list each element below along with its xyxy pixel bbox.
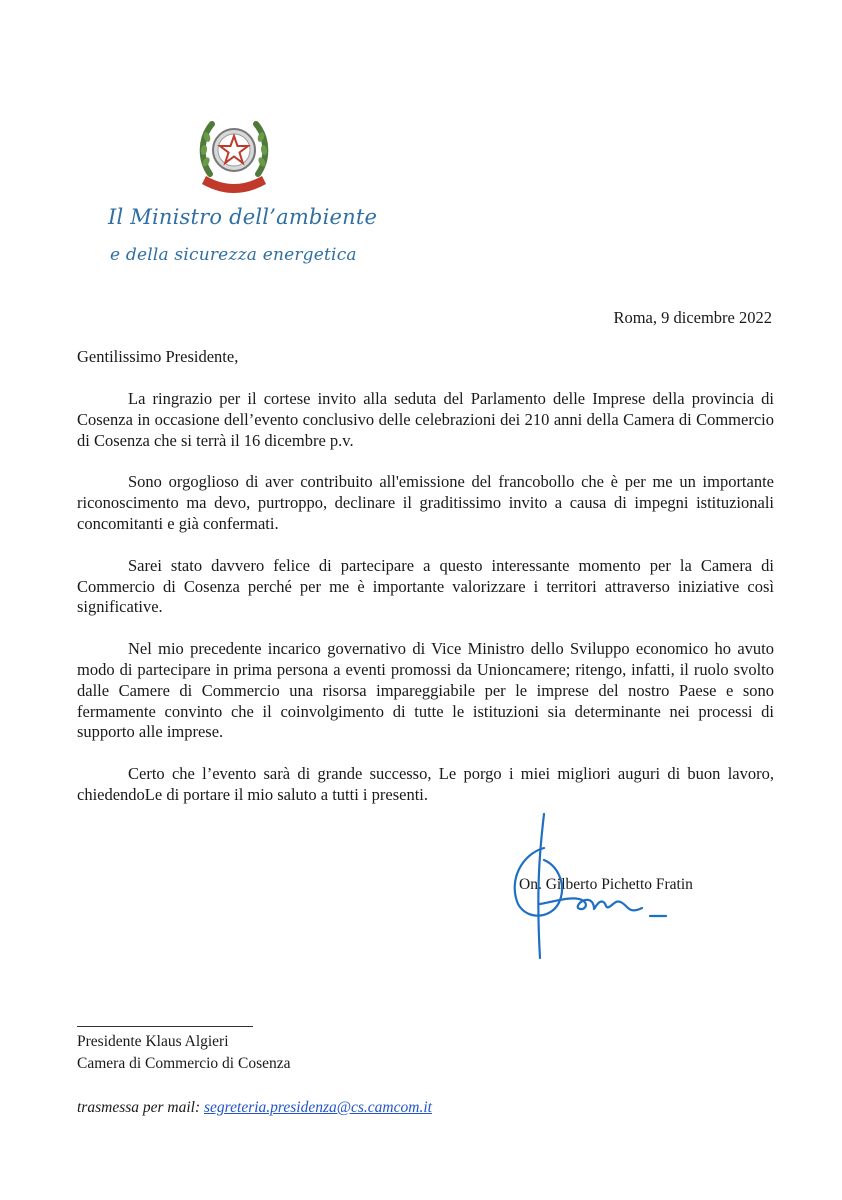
recipient-divider [77,1026,253,1027]
paragraph: Sono orgoglioso di aver contribuito all'emissione del francobollo che è per me un importante riconoscimento ma devo, purtroppo, declinare il graditissimo invito a causa di impegni istituzionali concomitanti e già confermati. [77,472,774,533]
paragraph: Certo che l’evento sarà di grande successo, Le porgo i miei migliori auguri di buon lavoro, chiedendoLe di portare il mio saluto a tutti i presenti. [77,764,774,804]
ministry-line-1: Il Ministro dell’ambiente [108,205,378,229]
ministry-heading [108,198,377,274]
letter-date: Roma, 9 dicembre 2022 [613,308,772,327]
recipient-name: Presidente Klaus Algieri [77,1033,229,1050]
paragraph: Sarei stato davvero felice di partecipare a questo interessante momento per la Camera di Commercio di Cosenza perché per me è importante valorizzare i territori attraverso iniziative così significative. [77,555,774,617]
recipient-block [77,1031,291,1074]
letter-body [77,389,774,827]
transmission-line [77,1099,432,1117]
email-link[interactable]: segreteria.presidenza@cs.camcom.it [204,1099,432,1116]
transmission-label: trasmessa per mail: [77,1099,201,1116]
handwritten-signature-icon [500,808,700,968]
paragraph: Nel mio precedente incarico governativo di Vice Ministro dello Sviluppo economico ho avuto modo di partecipare in prima persona a eventi promossi da Unioncamere; ritengo, infatti, il ruolo svolto dalle Camere di Commercio una risorsa impareggiabile per le imprese del nostro Paese e sono fermamente convinto che il coinvolgimento di tutte le istituzioni sia determinante nei processi di supporto alle imprese. [77,639,774,742]
salutation: Gentilissimo Presidente, [77,347,239,366]
italian-republic-emblem-icon [196,112,272,194]
paragraph: La ringrazio per il cortese invito alla seduta del Parlamento delle Imprese della provincia di Cosenza in occasione dell’evento conclusivo delle celebrazioni dei 210 anni della Camera di Commercio di Cosenza che si terrà il 16 dicembre p.v. [77,389,774,450]
recipient-organization: Camera di Commercio di Cosenza [77,1054,291,1072]
ministry-line-2: e della sicurezza energetica [110,245,357,265]
signatory-name: On. Gilberto Pichetto Fratin [519,876,693,893]
